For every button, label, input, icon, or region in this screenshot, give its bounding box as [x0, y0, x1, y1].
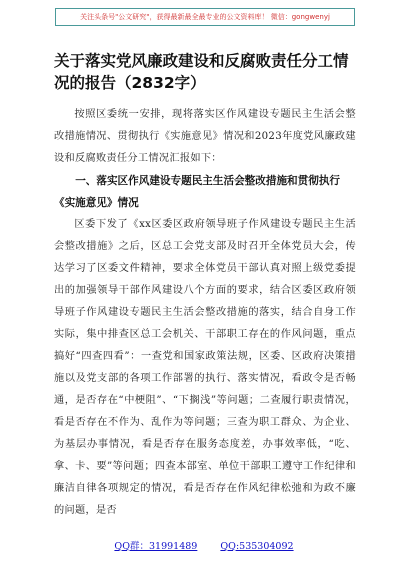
section-heading: 一、落实区作风建设专题民主生活会整改措施和贯彻执行《实施意见》情况	[54, 175, 341, 209]
document-body	[54, 50, 356, 522]
document-title: 关于落实党风廉政建设和反腐败责任分工情况的报告（2832字）	[54, 52, 349, 92]
header-banner	[55, 8, 355, 26]
qq-text: QQ:535304092	[220, 541, 294, 552]
section-paragraph: 区委下发了《xx区委区政府领导班子作风建设专题民主生活会整改措施》之后，区总工会党支部及时召开全体党员大会，传达学习了区委文件精神，要求全体党员干部认真对照上级党委提出的加强领导干部作风建设八个方面的要求，结合区委区政府领导班子作风建设专题民主生活会整改措施的落实，结合自身工作实际，集中排查区总工会机关、干部职工存在的作风问题，重点搞好“四查四看”：一查党和国家政策法规，区委、区政府决策措施以及党支部的各项工作部署的执行、落实情况，看政令是否畅通，是否存在“中梗阻”、“下搁浅”等问题；二查履行职责情况，看是否存在不作为、乱作为等问题；三查为职工群众、为企业、为基层办事情况，看是否存在服务态度差，办事效率低，“吃、拿、卡、要”等问题；四查本部室、单位干部职工遵守工作纪律和廉洁自律各项规定的情况，看是否存在作风纪律松弛和为政不廉的问题，是否	[54, 219, 356, 516]
banner-text: 关注头条号"公文研究"，获得最新最全最专业的公文资料库！ 微信：gongwenyj	[80, 13, 330, 21]
intro-paragraph: 按照区委统一安排，现将落实区作风建设专题民主生活会整改措施情况、贯彻执行《实施意见》情况和2023年度党风廉政建设和反腐败责任分工情况汇报如下：	[54, 109, 356, 164]
qq-group-text: QQ群：31991489	[114, 541, 198, 552]
footer-contact	[0, 538, 408, 552]
